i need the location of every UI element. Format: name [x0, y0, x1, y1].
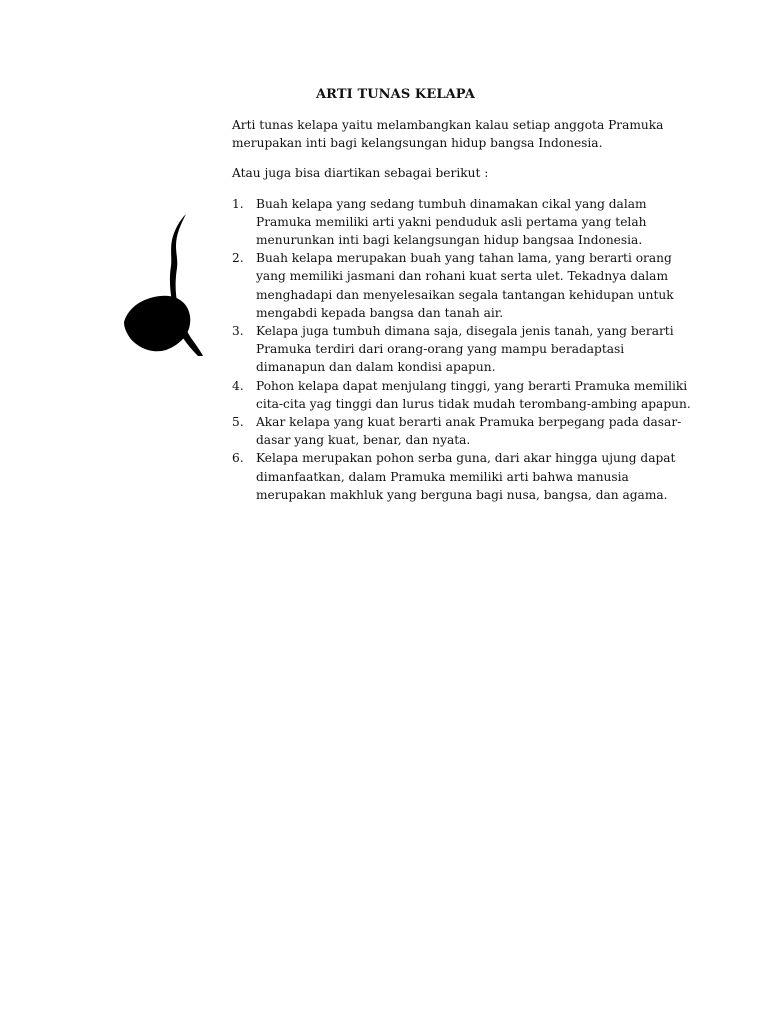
list-item: [232, 322, 692, 377]
list-number: 2.: [232, 251, 244, 266]
list-item-text: Buah kelapa yang sedang tumbuh dinamakan cikal yang dalam Pramuka memiliki arti yakni penduduk asli pertama yang telah menurunkan inti bagi kelangsungan hidup bangsaa Indonesia.: [256, 196, 647, 248]
list-number: 4.: [232, 378, 244, 393]
list-item-text: Kelapa merupakan pohon serba guna, dari akar hingga ujung dapat dimanfaatkan, dalam Pramuka memiliki arti bahwa manusia merupakan makhluk yang berguna bagi nusa, bangsa, dan agama.: [256, 451, 676, 502]
list-item: [232, 195, 692, 250]
list-number: 5.: [232, 415, 244, 430]
list-item: [232, 449, 692, 504]
list-number: 3.: [232, 324, 244, 339]
document-body: [232, 116, 692, 504]
tunas-kelapa-icon: [120, 210, 208, 358]
intro-paragraph: Arti tunas kelapa yaitu melambangkan kalau setiap anggota Pramuka merupakan inti bagi kelangsungan hidup bangsa Indonesia.: [232, 118, 664, 151]
list-item: [232, 249, 692, 322]
list-item: [232, 413, 692, 449]
coconut-shape: [124, 296, 190, 352]
list-item-text: Buah kelapa merupakan buah yang tahan lama, yang berarti orang yang memiliki jasmani dan rohani kuat serta ulet. Tekadnya dalam menghadapi dan menyelesaikan segala tantangan kehidupan untuk mengabdi kepada bangsa dan tanah air.: [256, 251, 674, 320]
list-number: 6.: [232, 451, 244, 466]
list-item-text: Pohon kelapa dapat menjulang tinggi, yang berarti Pramuka memiliki cita-cita yag tinggi dan lurus tidak mudah terombang-ambing apapun.: [256, 378, 691, 411]
list-item-text: Kelapa juga tumbuh dimana saja, disegala jenis tanah, yang berarti Pramuka terdiri dari orang-orang yang mampu beradaptasi dimanapun dan dalam kondisi apapun.: [256, 324, 674, 375]
page-title: ARTI TUNAS KELAPA: [316, 87, 475, 102]
list-item-text: Akar kelapa yang kuat berarti anak Pramuka berpegang pada dasar-dasar yang kuat, benar, dan nyata.: [256, 415, 682, 448]
meaning-list: [232, 195, 692, 504]
list-number: 1.: [232, 196, 244, 211]
list-item: [232, 377, 692, 413]
lead-paragraph: Atau juga bisa diartikan sebagai berikut :: [232, 166, 489, 181]
